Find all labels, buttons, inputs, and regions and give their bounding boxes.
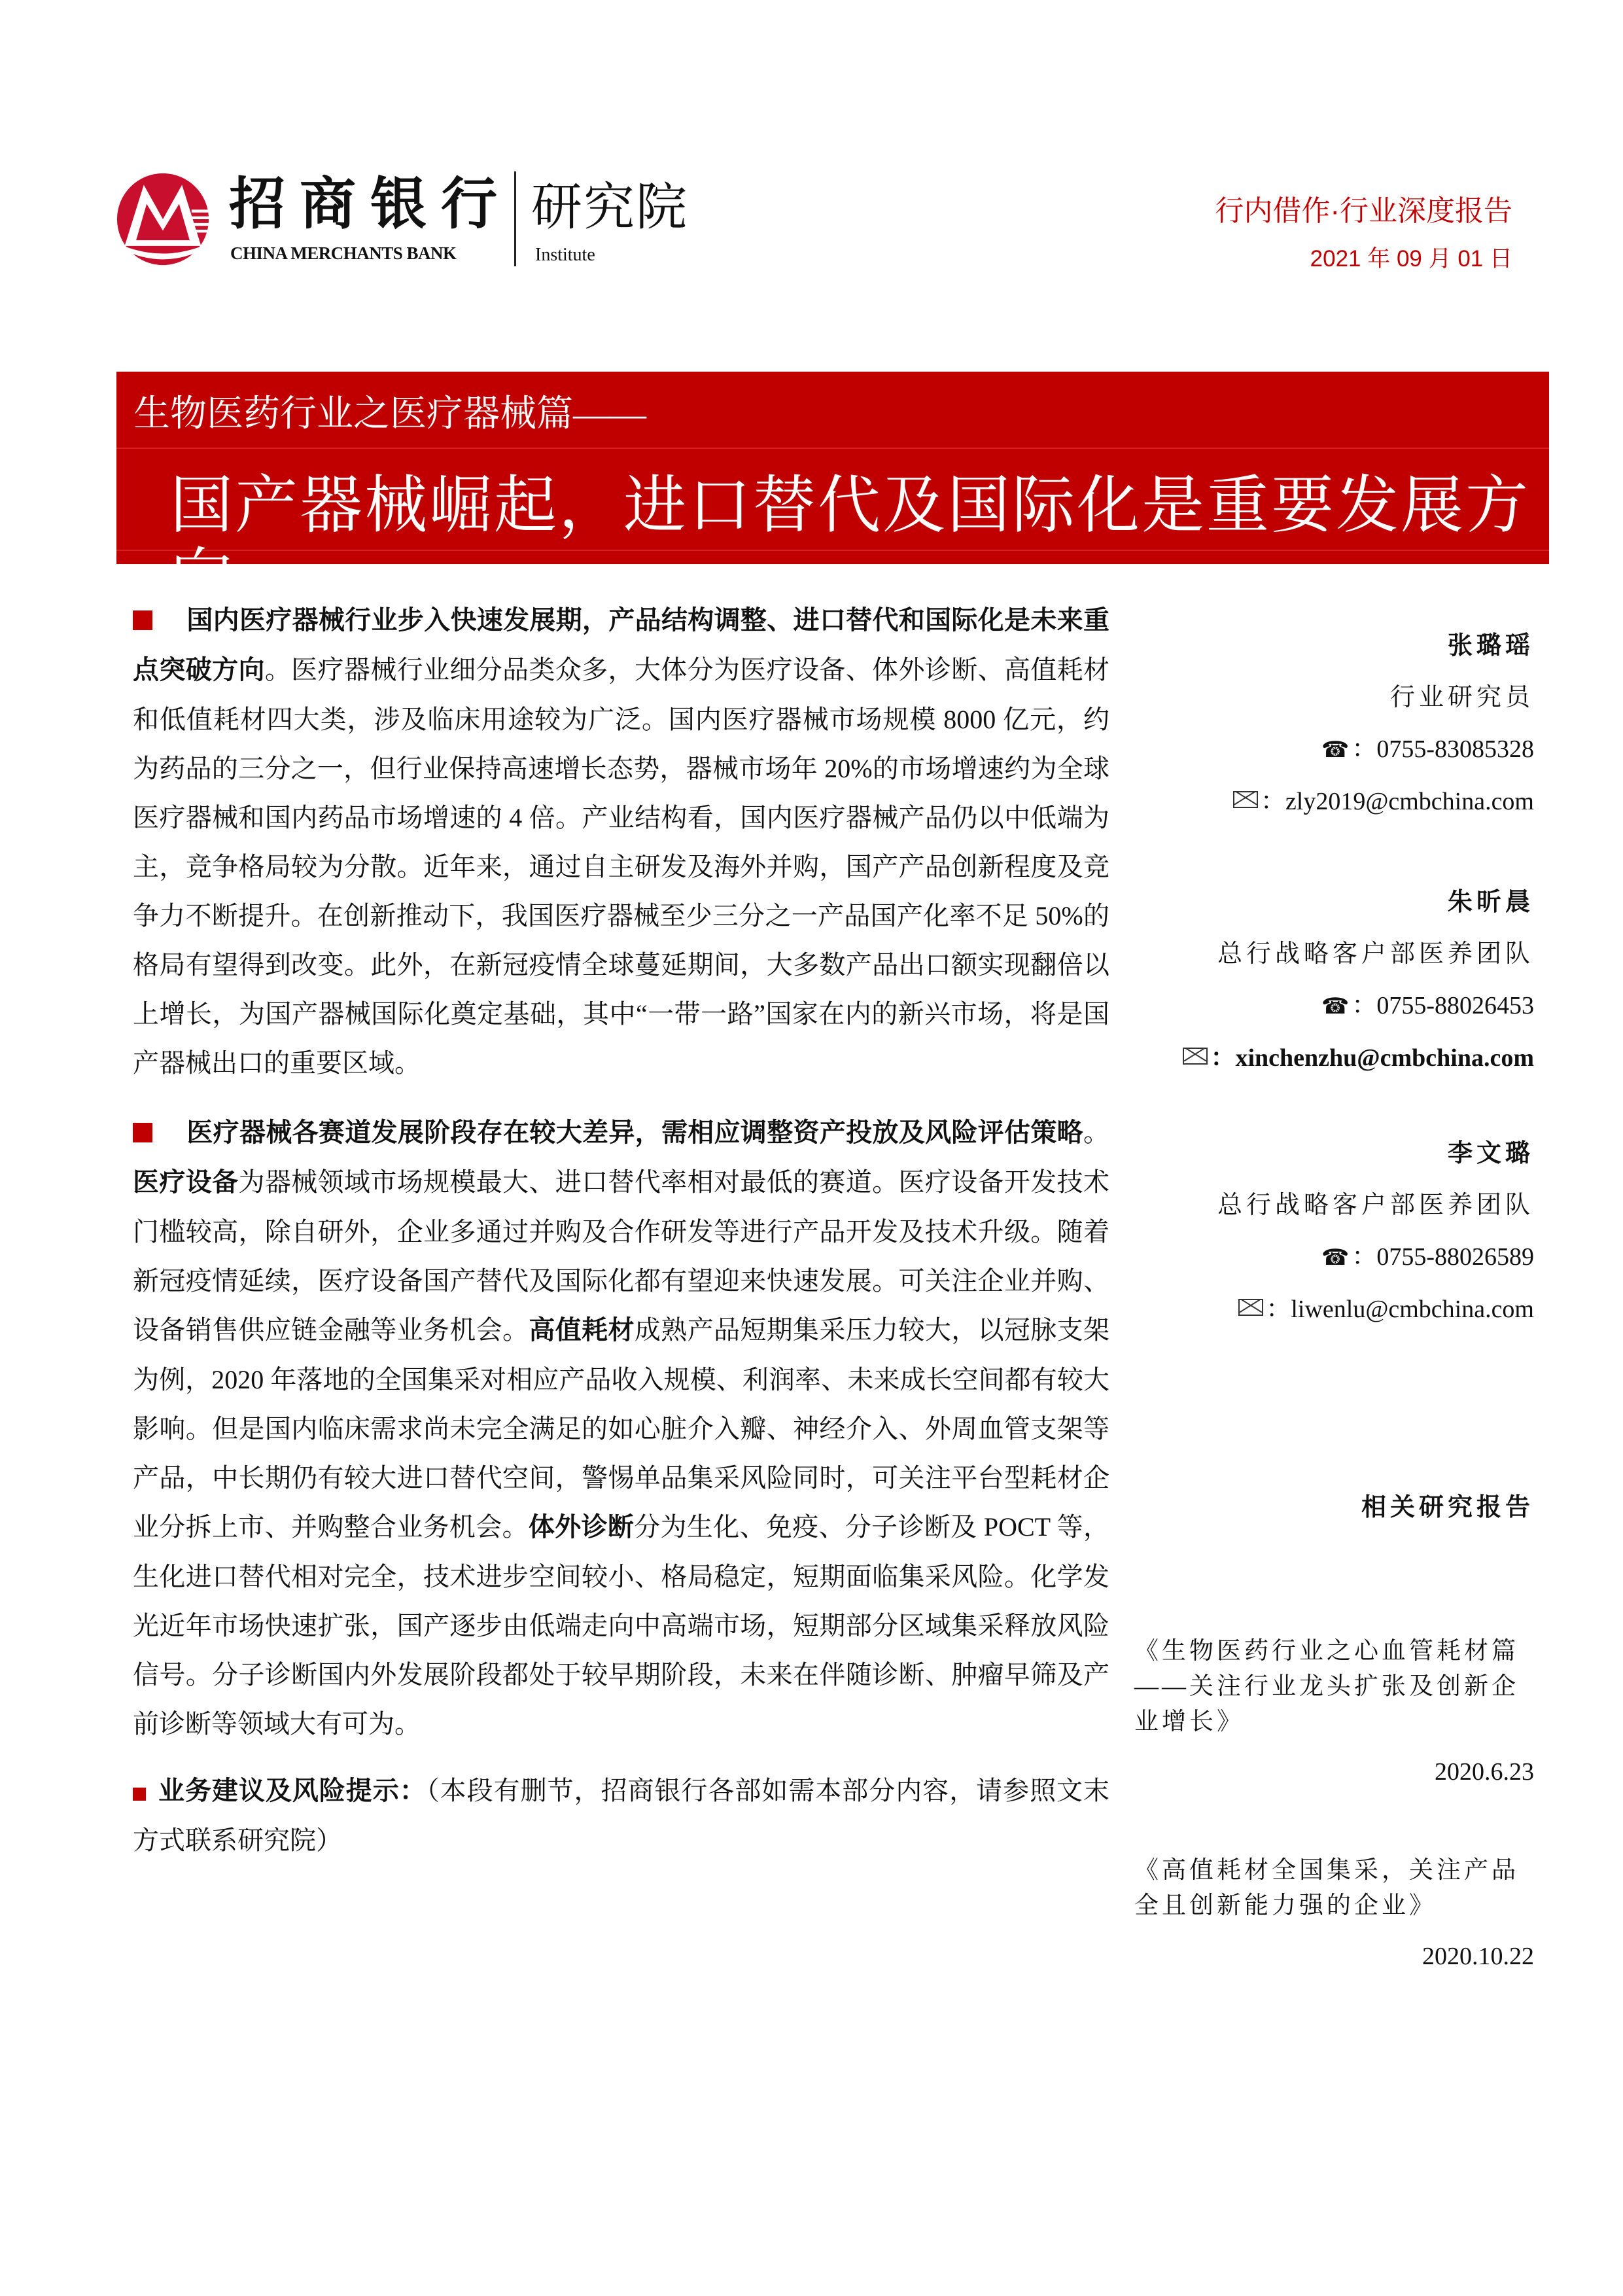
- institute-name-en: Institute: [535, 245, 595, 265]
- email-address[interactable]: ：liwenlu@cmbchina.com: [1266, 1296, 1534, 1323]
- report-type: 行内借作·行业深度报告: [1215, 195, 1512, 227]
- phone-icon: ☎: [1321, 1246, 1350, 1270]
- email-address[interactable]: ：zly2019@cmbchina.com: [1260, 788, 1534, 815]
- envelope-icon: [1238, 1299, 1263, 1316]
- analyst-email: [1233, 776, 1534, 828]
- analyst-role: 行业研究员: [1389, 684, 1534, 711]
- related-reports-heading: 相关研究报告: [1361, 1494, 1534, 1521]
- bold-text-segment: 高值耗材: [529, 1316, 635, 1345]
- text-segment: 分为生化、免疫、分子诊断及 POCT 等，生化进口替代相对完全，技术进步空间较小、格局稳定，短期面临集采风险。化学发光近年市场快速扩张，国产逐步由低端走向中高端市场，短期部分区域集采释放风险信号。分子诊断国内外发展阶段都处于较早期阶段，未来在伴随诊断、肿瘤早筛及产前诊断等领域大有可为。: [133, 1512, 1110, 1739]
- banner-divider: [116, 448, 1549, 449]
- envelope-icon: [1233, 791, 1258, 808]
- bullet-icon: [133, 1788, 146, 1801]
- text-segment: 。: [1083, 1118, 1109, 1147]
- bold-text-segment: 业务建议及风险提示：: [158, 1776, 427, 1805]
- bold-text-segment: 医疗器械各赛道发展阶段存在较大差异，需相应调整资产投放及风险评估策略: [186, 1118, 1083, 1147]
- analyst-name: 李文璐: [1447, 1140, 1534, 1167]
- analyst-role: 总行战略客户部医养团队: [1217, 940, 1534, 968]
- text-segment: 。医疗器械行业细分品类众多，大体分为医疗设备、体外诊断、高值耗材和低值耗材四大类，涉及临床用途较为广泛。国内医疗器械市场规模 8000 亿元，约为药品的三分之一，但行业保持高速增长态势，器械市场年 20%的市场增速约为全球医疗器械和国内药品市场增速的 4 倍。产业结构看，国内医疗器械产品仍以中低端为主，竞争格局较为分散。近年来，通过自主研发及海外并购，国产产品创新程度及竞争力不断提升。在创新推动下，我国医疗器械至少三分之一产品国产化率不足 50%的格局有望得到改变。此外，在新冠疫情全球蔓延期间，大多数产品出口额实现翻倍以上增长，为国产器械国际化奠定基础，其中“一带一路”国家在内的新兴市场，将是国产器械出口的重要区域。: [133, 655, 1110, 1078]
- analyst-name: 张璐瑶: [1447, 632, 1534, 660]
- cmb-logo-icon: [115, 171, 211, 267]
- phone-number: ：0755-83085328: [1352, 735, 1534, 763]
- analyst-card: [1183, 877, 1534, 1084]
- analyst-phone: [1183, 980, 1534, 1033]
- title-banner: [116, 372, 1549, 612]
- analyst-email: [1217, 1284, 1534, 1335]
- email-address[interactable]: ：xinchenzhu@cmbchina.com: [1210, 1044, 1534, 1072]
- bold-text-segment: 体外诊断: [528, 1513, 635, 1542]
- related-report-date: 2020.10.22: [1422, 1943, 1534, 1970]
- related-report-title[interactable]: 《高值耗材全国集采，关注产品全且创新能力强的企业》: [1134, 1857, 1519, 1919]
- bank-name-en: CHINA MERCHANTS BANK: [230, 243, 457, 263]
- bullet-icon: [133, 1123, 152, 1142]
- summary-paragraph-2: [133, 1108, 1109, 1748]
- phone-icon: ☎: [1321, 995, 1350, 1019]
- analyst-card: [1233, 620, 1534, 828]
- phone-icon: ☎: [1321, 738, 1350, 762]
- analyst-phone: [1233, 724, 1534, 776]
- logo-divider: [514, 171, 516, 266]
- report-date: 2021 年 09 月 01 日: [1310, 246, 1512, 272]
- bold-text-segment: 国内医疗器械行业步入快速发展期，产品结构调整、进口替代和国际化是未来重点突破方向: [133, 606, 1109, 684]
- institute-name-cn: 研究院: [531, 179, 689, 236]
- envelope-icon: [1183, 1048, 1208, 1065]
- summary-paragraph-3: [133, 1766, 1109, 1865]
- report-subtitle: 生物医药行业之医疗器械篇——: [133, 394, 646, 434]
- bank-name-cn: 招商银行: [229, 171, 512, 237]
- text-segment: 为器械领域市场规模最大、进口替代率相对最低的赛道。医疗设备开发技术门槛较高，除自研外，企业多通过并购及合作研发等进行产品开发及技术升级。随着新冠疫情延续，医疗设备国产替代及国际化都有望迎来快速发展。可关注企业并购、设备销售供应链金融等业务机会。: [133, 1167, 1110, 1345]
- summary-paragraph-1: [133, 595, 1109, 1087]
- analyst-email: [1183, 1033, 1534, 1084]
- analyst-name: 朱昕晨: [1447, 889, 1534, 916]
- related-report-title[interactable]: 《生物医药行业之心血管耗材篇——关注行业龙头扩张及创新企业增长》: [1134, 1638, 1519, 1735]
- bold-text-segment: 医疗设备: [133, 1168, 239, 1197]
- report-title: 国产器械崛起，进口替代及国际化是重要发展方向: [170, 470, 1530, 612]
- text-segment: 成熟产品短期集采压力较大，以冠脉支架为例，2020 年落地的全国集采对相应产品收入规模、利润率、未来成长空间都有较大影响。但是国内临床需求尚未完全满足的如心脏介入瓣、神经介入、外周血管支架等产品，中长期仍有较大进口替代空间，警惕单品集采风险同时，可关注平台型耗材企业分拆上市、并购整合业务机会。: [133, 1315, 1110, 1542]
- analyst-phone: [1217, 1231, 1534, 1284]
- analyst-card: [1217, 1128, 1534, 1335]
- text-segment: （本段有删节，招商银行各部如需本部分内容，请参照文末方式联系研究院）: [133, 1776, 1110, 1855]
- analyst-role: 总行战略客户部医养团队: [1217, 1192, 1534, 1219]
- bullet-icon: [133, 610, 152, 630]
- related-report-date: 2020.6.23: [1435, 1758, 1534, 1786]
- phone-number: ：0755-88026453: [1352, 992, 1534, 1019]
- phone-number: ：0755-88026589: [1352, 1243, 1534, 1271]
